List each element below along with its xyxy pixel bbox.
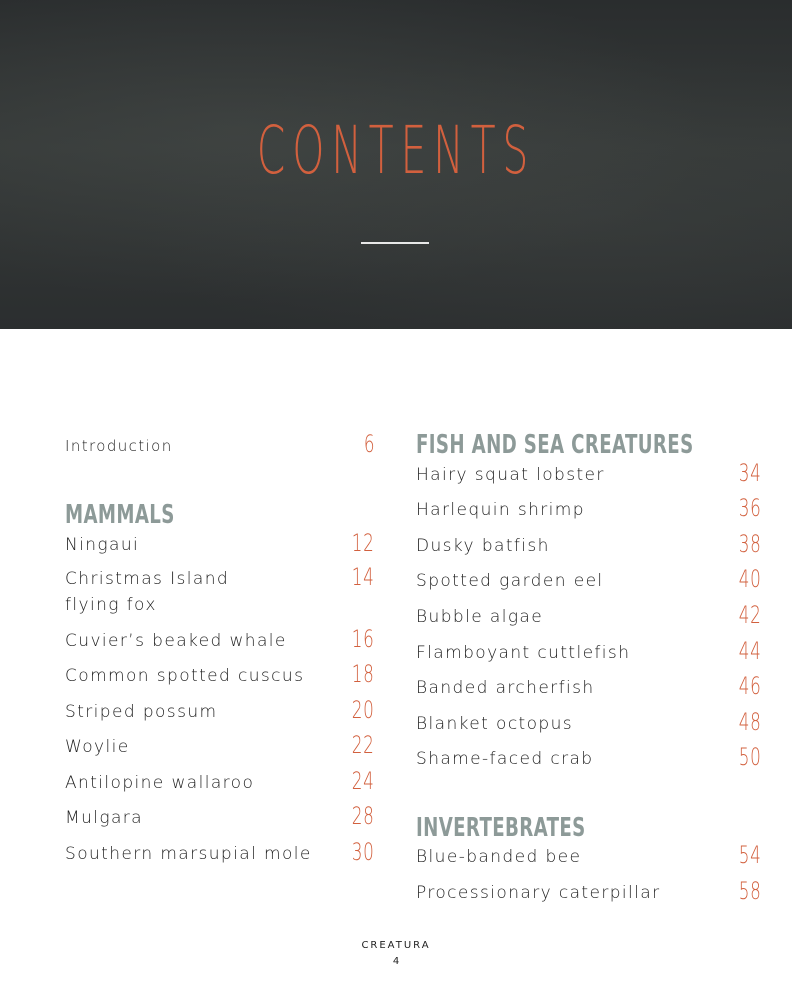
toc-entry-page: 24	[352, 767, 375, 795]
toc-entry-page: 58	[739, 877, 762, 905]
toc-entry-page: 12	[352, 529, 375, 557]
footer-page-number: 4	[392, 956, 400, 967]
toc-entry-label: Cuvier’s beaked whale	[65, 631, 287, 651]
toc-entry-label-continued: flying fox	[65, 595, 157, 615]
header-banner	[0, 0, 792, 329]
toc-entry-page: 28	[352, 802, 375, 830]
toc-entry-label: Processionary caterpillar	[416, 883, 661, 903]
toc-entry-page: 18	[352, 660, 375, 688]
toc-entry-page: 36	[739, 494, 762, 522]
toc-entry-page: 44	[739, 637, 762, 665]
toc-entry-label: Woylie	[65, 737, 130, 757]
toc-entry-page: 20	[352, 696, 375, 724]
toc-entry-label: Bubble algae	[416, 607, 544, 627]
toc-entry-page: 48	[739, 708, 762, 736]
toc-entry-label: Ningaui	[65, 535, 140, 555]
toc-entry-label: Antilopine wallaroo	[65, 773, 255, 793]
toc-entry-label: Christmas Island	[65, 569, 230, 589]
toc-entry-label: Hairy squat lobster	[416, 465, 605, 485]
toc-entry-page: 22	[352, 731, 375, 759]
toc-entry-page: 14	[352, 563, 375, 591]
toc-entry-page: 38	[739, 530, 762, 558]
toc-entry-label: Striped possum	[65, 702, 218, 722]
toc-entry-label: Dusky batfish	[416, 536, 550, 556]
toc-entry-label: Spotted garden eel	[416, 571, 604, 591]
toc-entry-label: Mulgara	[65, 808, 143, 828]
toc-entry-label: Blue-banded bee	[416, 847, 582, 867]
toc-entry-label: Banded archerfish	[416, 678, 595, 698]
toc-entry-label: Introduction	[65, 437, 173, 455]
toc-entry-page: 30	[352, 838, 375, 866]
toc-entry-page: 34	[739, 459, 762, 487]
toc-entry-label: Shame-faced crab	[416, 749, 594, 769]
section-heading-invertebrates: INVERTEBRATES	[416, 813, 586, 843]
toc-entry-label: Harlequin shrimp	[416, 500, 585, 520]
footer-book-title: CREATURA	[361, 940, 431, 951]
section-heading-mammals: MAMMALS	[65, 500, 175, 530]
section-heading-fish: FISH AND SEA CREATURES	[416, 430, 694, 460]
toc-entry-page: 42	[739, 601, 762, 629]
toc-entry-page: 46	[739, 672, 762, 700]
toc-entry-label: Common spotted cuscus	[65, 666, 305, 686]
toc-entry-page: 6	[363, 430, 375, 458]
page-title: CONTENTS	[256, 112, 536, 189]
toc-entry-label: Flamboyant cuttlefish	[416, 643, 631, 663]
toc-entry-page: 54	[739, 841, 762, 869]
toc-entry-page: 40	[739, 565, 762, 593]
toc-entry-label: Blanket octopus	[416, 714, 574, 734]
title-divider	[361, 242, 429, 244]
toc-entry-label: Southern marsupial mole	[65, 844, 312, 864]
toc-entry-page: 16	[352, 625, 375, 653]
toc-entry-page: 50	[739, 743, 762, 771]
